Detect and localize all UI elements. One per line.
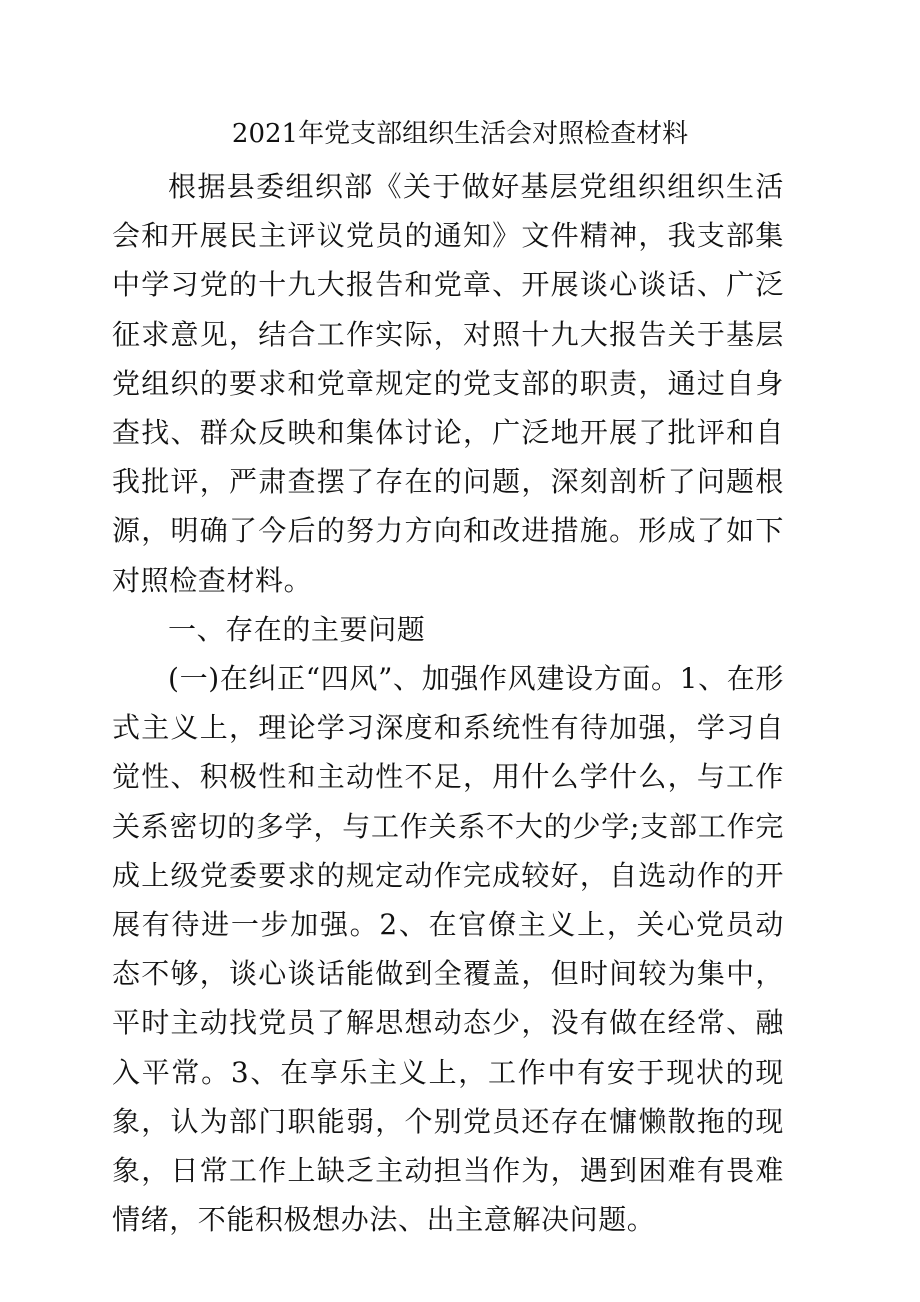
- paragraph-issues: (一)在纠正“四风”、加强作风建设方面。1、在形式主义上，理论学习深度和系统性有待加强，学习自觉性、积极性和主动性不足，用什么学什么，与工作关系密切的多学，与工作关系不大的少学;支部工作完成上级党委要求的规定动作完成较好，自选动作的开展有待进一步加强。2、在官僚主义上，关心党员动态不够，谈心谈话能做到全覆盖，但时间较为集中，平时主动找党员了解思想动态少，没有做在经常、融入平常。3、在享乐主义上，工作中有安于现状的现象，认为部门职能弱，个别党员还存在慵懒散拖的现象，日常工作上缺乏主动担当作为，遇到困难有畏难情绪，不能积极想办法、出主意解决问题。: [112, 662, 784, 1237]
- document-title: 2021年党支部组织生活会对照检查材料: [231, 119, 689, 149]
- document-body: [112, 162, 784, 1244]
- section-heading: 一、存在的主要问题: [168, 612, 426, 646]
- paragraph-intro: 根据县委组织部《关于做好基层党组织组织生活会和开展民主评议党员的通知》文件精神，我支部集中学习党的十九大报告和党章、开展谈心谈话、广泛征求意见，结合工作实际，对照十九大报告关于基层党组织的要求和党章规定的党支部的职责，通过自身查找、群众反映和集体讨论，广泛地开展了批评和自我批评，严肃查摆了存在的问题，深刻剖析了问题根源，明确了今后的努力方向和改进措施。形成了如下对照检查材料。: [112, 170, 784, 597]
